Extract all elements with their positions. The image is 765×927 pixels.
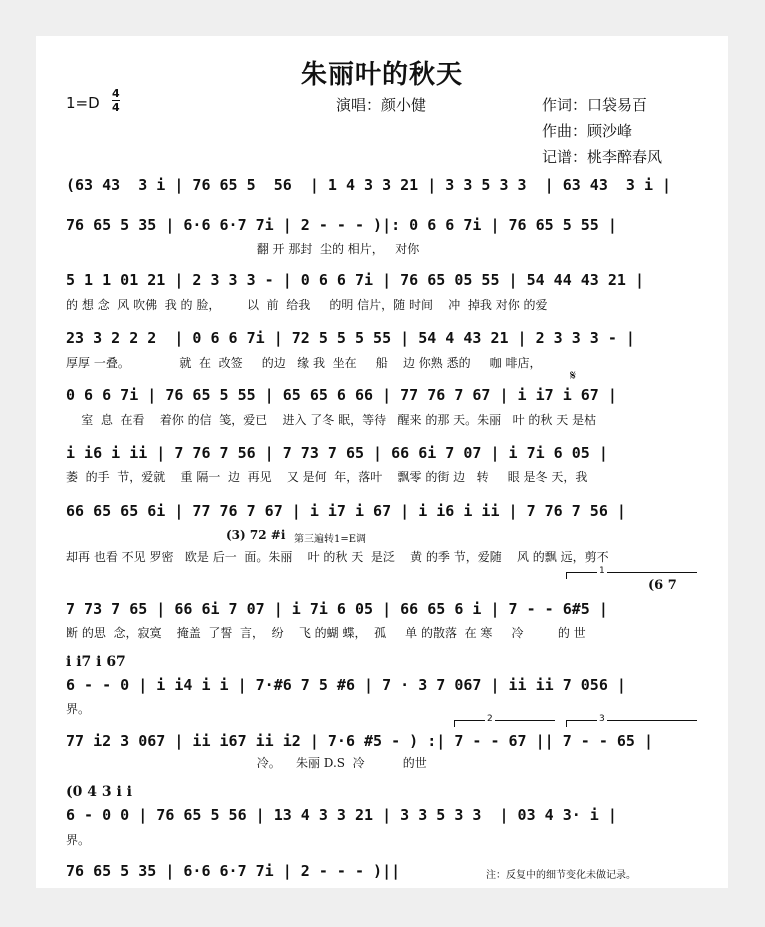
meter-bottom: 4 bbox=[112, 101, 120, 114]
notation-line-7: 66 65 65 6i | 77 76 7 67 | i i7 i 67 | i i6 i ii | 7 76 7 56 | bbox=[66, 502, 626, 520]
singer-credit: 演唱：颜小健 bbox=[336, 96, 427, 114]
key-change-note: 第三遍转1=E调 bbox=[294, 534, 367, 545]
lyric-line-10: 界。 bbox=[66, 833, 91, 847]
bracket-notes-a: (6 7 bbox=[648, 578, 677, 593]
volta-bracket-1 bbox=[566, 566, 697, 579]
notation-line-11: 6 - 0 0 | 76 65 5 56 | 13 4 3 3 21 | 3 3 5 3 3 | 03 4 3· i | bbox=[66, 806, 617, 824]
notation-line-5: 0 6 6 7i | 76 65 5 55 | 65 65 6 66 | 77 76 7 67 | i i7 i 67 | bbox=[66, 386, 617, 404]
notation-line-10: 77 i2 3 067 | ii i67 ii i2 | 7·6 #5 - ) :| 7 - - 67 || 7 - - 65 | bbox=[66, 732, 653, 750]
notation-line-12: 76 65 5 35 | 6·6 6·7 7i | 2 - - - )|| bbox=[66, 862, 401, 880]
score-sheet bbox=[36, 36, 728, 888]
notation-line-9: 6 - - 0 | i i4 i i | 7·#6 7 5 #6 | 7 · 3 7 067 | ii ii 7 056 | bbox=[66, 676, 626, 694]
lyricist-credit: 作词：口袋易百 bbox=[542, 96, 648, 114]
lyric-line-9: 冷。 朱丽 D.S 冷 的世 bbox=[66, 756, 427, 770]
volta-1-number: 1 bbox=[599, 566, 605, 576]
lyric-line-3: 厚厚 一叠。 就 在 改签 的边 缘 我 坐在 船 边 你熟 悉的 咖 啡店， bbox=[66, 356, 542, 370]
song-title: 朱丽叶的秋天 bbox=[300, 60, 463, 90]
lyric-line-7: 断 的思 念，寂寞 掩盖 了誓 言， 纷 飞 的蝴 蝶， 孤 单 的散落 在 寒 冷 的 世 bbox=[66, 626, 586, 640]
volta-2-number: 2 bbox=[487, 714, 493, 724]
key-signature: 1=D bbox=[66, 94, 100, 112]
transcriber-credit: 记谱：桃李醉春风 bbox=[542, 148, 663, 166]
lyric-line-6: 却再 也看 不见 罗密 欧是 后一 面。朱丽 叶 的秋 天 是泛 黄 的季 节，爱随 风 的飘 远，剪不 bbox=[66, 550, 609, 564]
lyric-line-1: 翻 开 那封 尘的 相片， 对你 bbox=[66, 242, 420, 256]
notation-line-3: 5 1 1 01 21 | 2 3 3 3 - | 0 6 6 7i | 76 65 05 55 | 54 44 43 21 | bbox=[66, 271, 644, 289]
notation-line-1: (63 43 3 i | 76 65 5 56 | 1 4 3 3 21 | 3 3 5 3 3 | 63 43 3 i | bbox=[66, 176, 672, 194]
segno-mark: 𝄋 bbox=[570, 368, 577, 384]
volta-3-number: 3 bbox=[599, 714, 605, 724]
footnote: 注：反复中的细节变化未做记录。 bbox=[486, 870, 636, 881]
volta-bracket-2 bbox=[454, 714, 555, 727]
lyric-line-8: 界。 bbox=[66, 702, 91, 716]
meter-top: 4 bbox=[112, 87, 120, 100]
lyric-line-5: 萎 的手 节，爱就 重 隔一 边 再见 又 是何 年，落叶 飘零 的街 边 转 眼 是冬 天，我 bbox=[66, 470, 588, 484]
volta-bracket-3 bbox=[566, 714, 697, 727]
notation-line-4: 23 3 2 2 2 | 0 6 6 7i | 72 5 5 5 55 | 54 4 43 21 | 2 3 3 3 - | bbox=[66, 329, 635, 347]
bracket-notes-c: (0 4 3 i i bbox=[66, 784, 132, 800]
composer-credit: 作曲：顾沙峰 bbox=[542, 122, 633, 140]
time-signature bbox=[112, 88, 120, 113]
notation-line-8: 7 73 7 65 | 66 6i 7 07 | i 7i 6 05 | 66 65 6 i | 7 - - 6#5 | bbox=[66, 600, 608, 618]
key-change-measure: (3) 72 #i bbox=[226, 528, 286, 542]
lyric-line-2: 的 想 念 风 吹佛 我 的 脸， 以 前 给我 的明 信片，随 时间 冲 掉我 对你 的爱 bbox=[66, 298, 548, 312]
bracket-notes-b: i i7 i 67 bbox=[66, 654, 126, 670]
notation-line-2: 76 65 5 35 | 6·6 6·7 7i | 2 - - - )|: 0 6 6 7i | 76 65 5 55 | bbox=[66, 216, 617, 234]
lyric-line-4: 室 息 在看 着你 的信 笺，爱已 进入 了冬 眠，等待 醒来 的那 天。朱丽 叶 的秋 天 是枯 bbox=[66, 413, 597, 427]
notation-line-6: i i6 i ii | 7 76 7 56 | 7 73 7 65 | 66 6i 7 07 | i 7i 6 05 | bbox=[66, 444, 608, 462]
